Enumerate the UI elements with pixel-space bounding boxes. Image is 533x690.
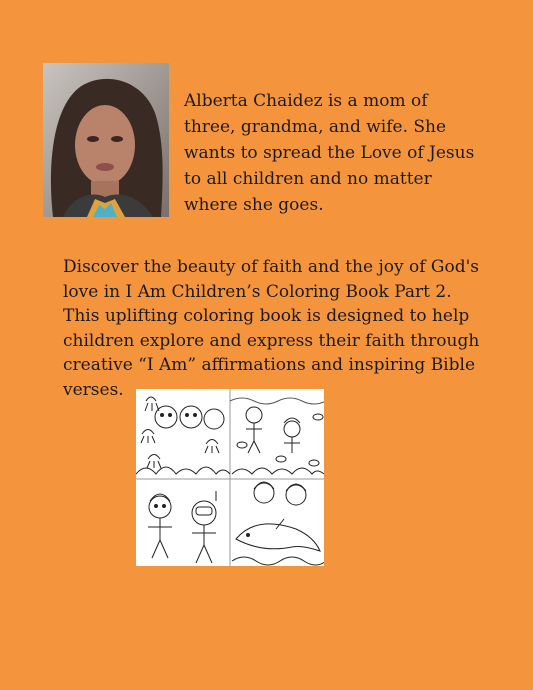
author-portrait-image: [43, 63, 169, 217]
coloring-page-preview: [136, 389, 324, 566]
author-bio: Alberta Chaidez is a mom of three, grandma, and wife. She wants to spread the Love of Jesus to all children and no matter where she goes.: [184, 91, 475, 215]
author-photo: [43, 63, 169, 217]
coloring-page-illustration: [136, 389, 324, 566]
book-description: Discover the beauty of faith and the joy of God's love in I Am Children’s Coloring Book Part 2. This uplifting coloring book is designed to help children explore and express their faith through creative “I Am” affirmations and inspiring Bible verses.: [63, 257, 480, 400]
